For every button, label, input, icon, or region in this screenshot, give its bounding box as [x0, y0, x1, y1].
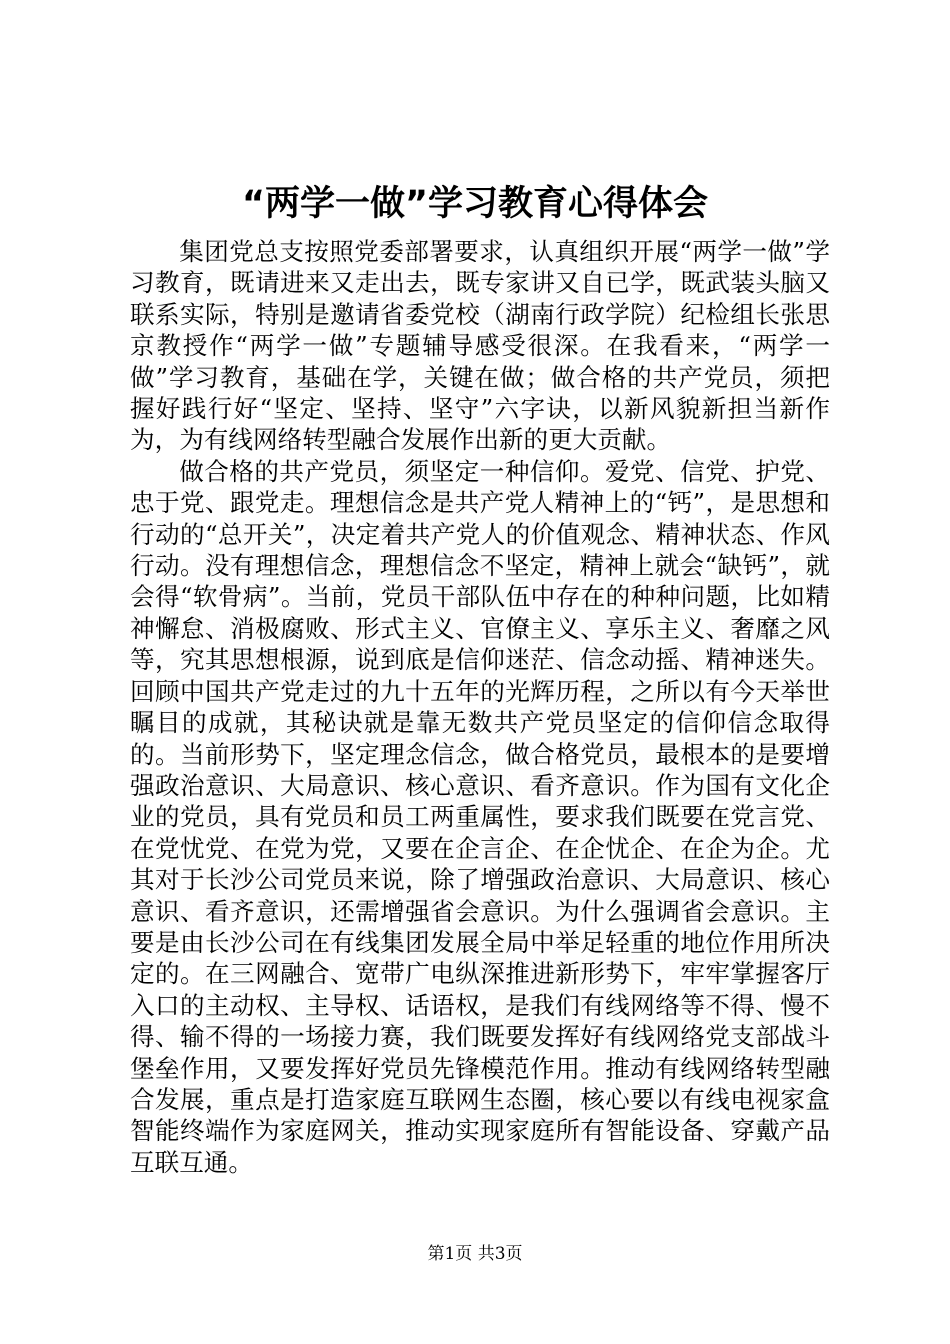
page-footer: 第1页 共3页	[427, 1244, 523, 1264]
paragraph-1: 集团党总支按照党委部署要求，认真组织开展“两学一做”学习教育，既请进来又走出去，既专家讲又自已学，既武装头脑又联系实际，特别是邀请省委党校（湖南行政学院）纪检组长张思京教授作“两学一做”专题辅导感受很深。在我看来，“两学一做”学习教育，基础在学，关键在做；做合格的共产党员，须把握好践行好“坚定、坚持、坚守”六字诀，以新风貌新担当新作为，为有线网络转型融合发展作出新的更大贡献。	[130, 237, 830, 455]
paragraph-2: 做合格的共产党员，须坚定一种信仰。爱党、信党、护党、忠于党、跟党走。理想信念是共产党人精神上的“钙”，是思想和行动的“总开关”，决定着共产党人的价值观念、精神状态、作风行动。没有理想信念，理想信念不坚定，精神上就会“缺钙”，就会得“软骨病”。当前，党员干部队伍中存在的种种问题，比如精神懈怠、消极腐败、形式主义、官僚主义、享乐主义、奢靡之风等，究其思想根源，说到底是信仰迷茫、信念动摇、精神迷失。回顾中国共产党走过的九十五年的光辉历程，之所以有今天举世瞩目的成就，其秘诀就是靠无数共产党员坚定的信仰信念取得的。当前形势下，坚定理念信念，做合格党员，最根本的是要增强政治意识、大局意识、核心意识、看齐意识。作为国有文化企业的党员，具有党员和员工两重属性，要求我们既要在党言党、在党忧党、在党为党，又要在企言企、在企忧企、在企为企。尤其对于长沙公司党员来说，除了增强政治意识、大局意识、核心意识、看齐意识，还需增强省会意识。为什么强调省会意识。主要是由长沙公司在有线集团发展全局中举足轻重的地位作用所决定的。在三网融合、宽带广电纵深推进新形势下，牢牢掌握客厅入口的主动权、主导权、话语权，是我们有线网络等不得、慢不得、输不得的一场接力赛，我们既要发挥好有线网络党支部战斗堡垒作用，又要发挥好党员先锋模范作用。推动有线网络转型融合发展，重点是打造家庭互联网生态圈，核心要以有线电视家盒智能终端作为家庭网关，推动实现家庭所有智能设备、穿戴产品互联互通。	[130, 456, 830, 1177]
document-body	[130, 236, 830, 1178]
document-title: “两学一做”学习教育心得体会	[241, 184, 708, 224]
